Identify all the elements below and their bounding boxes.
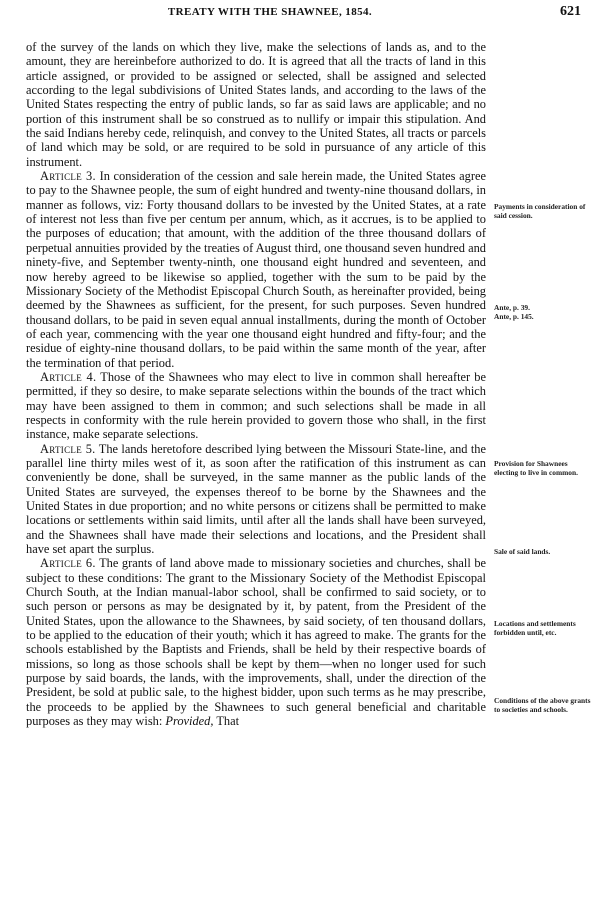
article-5-text: The lands heretofore described lying between the Missouri State-line, and the parallel line thirty miles west of it, as soon after the ratification of this instrument as can conveniently be done, shall be surveyed, in the same manner as the public lands of the United States are surveyed, the expenses thereof to be borne by the Shawnees and the United States in due proportion; and no white persons or citizens shall be permitted to make locations or settlements within said limits, until after all the lands shall have been surveyed, and the Shawnees shall have made their selections and locations, and the President shall have set apart the surplus. <box>26 441 487 557</box>
article-5-label: Article 5. <box>40 441 96 456</box>
article-5 <box>26 442 486 557</box>
article-4 <box>26 370 486 442</box>
running-title: TREATY WITH THE SHAWNEE, 1854. <box>167 6 373 18</box>
article-3-text: In consideration of the cession and sale herein made, the United States agree to pay to the Shawnee people, the sum of eight hundred and twenty-nine thousand dollars, in manner as follows, viz: Forty thousand dollars to be invested by the United States, at a rate of interest not less than five per centum per annum, which, as it accrues, is to be applied to the purposes of education; that amount, with the addition of the three thousand dollars of perpetual annuities provided by the treaties of August third, one thousand seven hundred and ninety-five, and September twenty-ninth, one thousand eight hundred and seventeen, and now hereby agreed to be likewise so applied, together with the sum to be paid by the Missionary Society of the Methodist Episcopal Church South, as hereinafter provided, being deemed by the Shawnees as sufficient, for the present, for such purposes. Seven hundred thousand dollars, to be paid in seven equal annual installments, during the month of October of each year, commencing with the year one thousand eight hundred and fifty-four; and the residue of eighty-nine thousand dollars, to be paid within the same month of the year, after the termination of that period. <box>26 169 486 370</box>
margin-note-locations: Locations and settlements forbidden until, etc. <box>494 619 576 637</box>
margin-note-ante: Ante, p. 39. Ante, p. 145. <box>494 303 534 321</box>
article-6-label: Article 6. <box>40 556 96 571</box>
article-4-text: Those of the Shawnees who may elect to live in common shall hereafter be permitted, if they so desire, to make separate selections within the bounds of the tract which may have been assigned to them in common; and such selections shall be made in all respects in conformity with the rule herein provided to govern those who shall, in the first instance, make separate selections. <box>26 369 486 442</box>
page-header <box>0 6 600 24</box>
margin-note-sale: Sale of said lands. <box>494 547 551 556</box>
treaty-body <box>26 40 486 729</box>
article-6-text: The grants of land above made to missionary societies and churches, shall be subject to these conditions: The grant to the Missionary Society of the Methodist Episcopal Church South, at the Indian manual-labor school, shall be confirmed to said society, or to such person or persons as may be designated by it, by patent, from the President of the United States, upon the allowance to the Shawnees, by said society, of ten thousand dollars, to be applied to the education of their youth; which it has agreed to make. The grants for the schools established by the Baptists and Friends, shall be held by their respective boards of missions, so long as those schools shall be kept by them—when no longer used for such purpose by said boards, the lands, with the improvements, shall, under the direction of the President, be sold at public sale, to the highest bidder, upon such terms as he may prescribe, the proceeds to be applied by the Shawnees to such general beneficial and charitable purposes as they may wish: <box>26 556 487 729</box>
margin-note-payments: Payments in consideration of said cession. <box>494 202 586 220</box>
continued-paragraph: of the survey of the lands on which they live, make the selections of lands as, and to the amount, they are hereinbefore authorized to do. It is agreed that all the tracts of land in this article assigned, or provided to be assigned or selected, shall be assigned and selected according to the legal subdivisions of United States lands, and according to the laws of the United States respecting the entry of public lands, so far as said laws are applicable; and no portion of this instrument shall be so construed as to nullify or impair this stipulation. And the said Indians hereby cede, relinquish, and convey to the United States, all tracts or parcels of land which may be sold, or are required to be sold in pursuance of any article of this instrument. <box>26 40 486 169</box>
margin-note-conditions: Conditions of the above grants to societies and schools. <box>494 696 591 714</box>
article-4-label: Article 4. <box>40 369 97 384</box>
article-3 <box>26 169 486 370</box>
article-6-tail: That <box>216 714 240 729</box>
margin-note-common: Provision for Shawnees electing to live in common. <box>494 459 578 477</box>
article-6 <box>26 556 486 728</box>
article-3-label: Article 3. <box>40 169 96 184</box>
page-number: 621 <box>560 4 581 19</box>
proviso-word: Provided, <box>165 714 214 729</box>
